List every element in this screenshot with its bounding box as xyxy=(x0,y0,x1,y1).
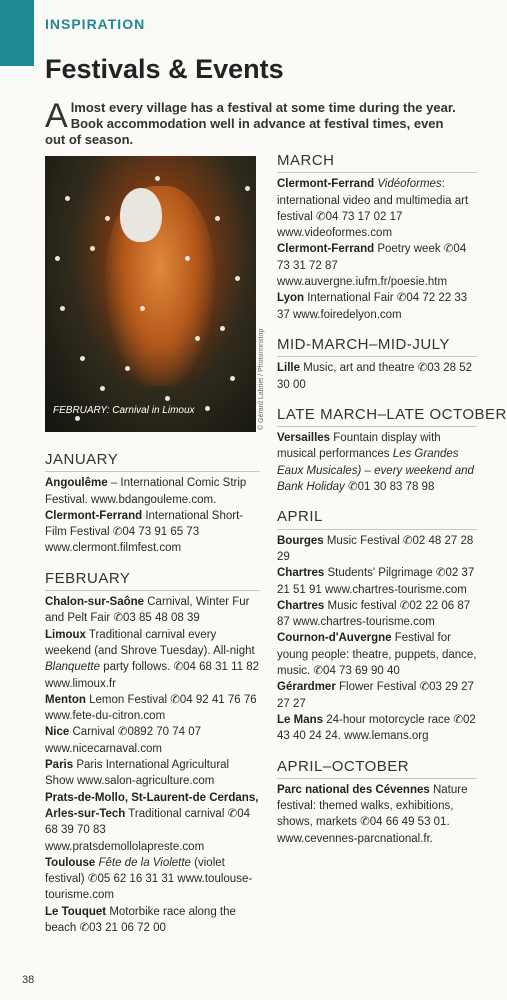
event-text: International Short-Film Festival ✆04 73 91 65 73 www.clermont.filmfest.com xyxy=(45,509,244,555)
confetti-dot xyxy=(165,396,170,401)
event-place: Toulouse xyxy=(45,856,96,869)
event-place: Clermont-Ferrand xyxy=(277,178,375,191)
event-text: : international video and multimedia art festival ✆04 73 17 02 17 www.videoformes.com xyxy=(277,178,469,240)
event-text: – International Comic Strip Festival. www.bdangouleme.com. xyxy=(45,477,247,506)
event-entry xyxy=(45,475,260,508)
event-place: Lille xyxy=(277,362,301,375)
event-place: Prats-de-Mollo, St-Laurent-de Cerdans, Arles-sur-Tech xyxy=(45,791,259,820)
page-number: 38 xyxy=(22,974,35,986)
event-place: Chartres xyxy=(277,599,325,612)
confetti-dot xyxy=(195,336,200,341)
confetti-dot xyxy=(60,306,65,311)
event-text: Carnival ✆0892 70 74 07 www.nicecarnaval.com xyxy=(45,726,202,755)
intro-paragraph xyxy=(45,97,464,148)
confetti-dot xyxy=(155,176,160,181)
confetti-dot xyxy=(185,256,190,261)
month-gap xyxy=(45,557,260,571)
carnival-mask xyxy=(120,188,162,242)
event-text: Music, art and theatre ✆03 28 52 30 00 xyxy=(277,362,473,391)
event-place: Chalon-sur-Saône xyxy=(45,596,145,609)
event-text: ✆01 30 83 78 98 xyxy=(344,481,435,494)
page-title: Festivals & Events xyxy=(45,54,284,84)
event-place: Le Mans xyxy=(277,713,324,726)
month-gap xyxy=(277,745,477,759)
event-text: Carnival, Winter Fur and Pelt Fair ✆03 85 48 08 39 xyxy=(45,596,250,625)
event-text: Flower Festival ✆03 29 27 27 27 xyxy=(277,681,474,710)
intro-text: lmost every village has a festival at some time during the year. Book accommodation well in advance at festival times, even out of season. xyxy=(45,100,456,147)
confetti-dot xyxy=(100,386,105,391)
confetti-dot xyxy=(65,196,70,201)
event-text: Motorbike race along the beach ✆03 21 06 72 00 xyxy=(45,905,236,935)
confetti-dot xyxy=(140,306,145,311)
month-heading: MID-MARCH–MID-JULY xyxy=(277,337,477,357)
month-heading: FEBRUARY xyxy=(45,571,260,591)
event-entry xyxy=(277,712,477,745)
intro-dropcap: A xyxy=(45,97,68,135)
left-column xyxy=(45,452,260,936)
event-text: party follows. ✆04 68 31 11 82 www.limoux.fr xyxy=(45,661,260,690)
section-color-tab xyxy=(0,0,34,66)
month-heading: APRIL–OCTOBER xyxy=(277,759,477,779)
event-entry xyxy=(277,176,477,241)
confetti-dot xyxy=(125,366,130,371)
month-gap xyxy=(277,323,477,337)
event-text: Paris International Agricultural Show www.salon-agriculture.com xyxy=(45,759,230,788)
event-text: Poetry week ✆04 73 31 72 87 www.auvergne.iufm.fr/poesie.htm xyxy=(277,243,467,289)
event-place: Chartres xyxy=(277,567,325,580)
confetti-dot xyxy=(230,376,235,381)
month-gap xyxy=(277,393,477,407)
event-entry xyxy=(277,565,477,598)
event-place: Versailles xyxy=(277,432,331,445)
event-place: Menton xyxy=(45,693,86,706)
event-italic-text: Blanquette xyxy=(45,661,100,674)
confetti-dot xyxy=(215,216,220,221)
event-place: Angoulême xyxy=(45,477,108,490)
event-italic-text: Les Grandes Eaux Musicales) – every weekend and Bank Holiday xyxy=(277,448,474,494)
event-text: International Fair ✆04 72 22 33 37 www.foiredelyon.com xyxy=(277,292,468,321)
month-heading: MARCH xyxy=(277,153,477,173)
event-italic-text: Fête de la Violette xyxy=(98,856,191,869)
event-place: Limoux xyxy=(45,628,86,641)
event-entry xyxy=(45,855,260,904)
event-place: Clermont-Ferrand xyxy=(45,509,143,522)
event-text: Lemon Festival ✆04 92 41 76 76 www.fete-du-citron.com xyxy=(45,693,257,723)
confetti-dot xyxy=(55,256,60,261)
event-entry xyxy=(277,782,477,847)
month-gap xyxy=(277,495,477,509)
event-place: Parc national des Cévennes xyxy=(277,783,430,796)
photo-credit: © Gérard Labriet / Photononstop xyxy=(258,328,265,430)
event-text: Fountain display with musical performances xyxy=(277,432,441,461)
event-entry xyxy=(45,627,260,692)
confetti-dot xyxy=(80,356,85,361)
event-entry xyxy=(45,508,260,557)
confetti-dot xyxy=(90,246,95,251)
event-entry xyxy=(277,360,477,393)
event-place: Gérardmer xyxy=(277,681,336,694)
confetti-dot xyxy=(205,406,210,411)
event-text: Music Festival ✆02 48 27 28 29 xyxy=(277,534,474,563)
event-italic-text: Vidéoformes xyxy=(377,178,442,191)
event-entry xyxy=(45,692,260,725)
event-text: Nature festival: themed walks, exhibitions, shows, markets ✆04 66 49 53 01. www.cevennes-parcnational.fr. xyxy=(277,783,468,845)
confetti-dot xyxy=(235,276,240,281)
event-text: Music festival ✆02 22 06 87 87 www.chartres-tourisme.com xyxy=(277,599,471,629)
event-entry xyxy=(277,630,477,679)
event-entry xyxy=(277,598,477,631)
event-text: Festival for young people: theatre, puppets, dance, music. ✆04 73 69 90 40 xyxy=(277,632,477,678)
event-place: Clermont-Ferrand xyxy=(277,243,375,256)
event-entry xyxy=(45,790,260,855)
confetti-dot xyxy=(245,186,250,191)
confetti-dot xyxy=(75,416,80,421)
photo-caption: FEBRUARY: Carnival in Limoux xyxy=(53,405,195,416)
event-entry xyxy=(45,724,260,757)
event-place: Paris xyxy=(45,759,74,772)
month-heading: APRIL xyxy=(277,509,477,529)
right-column xyxy=(277,152,507,847)
event-place: Cournon-d'Auvergne xyxy=(277,632,392,645)
event-text: (violet festival) ✆05 62 16 31 31 www.toulouse-tourisme.com xyxy=(45,856,253,902)
month-heading: LATE MARCH–LATE OCTOBER xyxy=(277,407,477,427)
event-text: Traditional carnival ✆04 68 39 70 83 www.pratsdemollolapreste.com xyxy=(45,807,251,853)
event-entry xyxy=(277,290,477,323)
confetti-dot xyxy=(220,326,225,331)
event-place: Nice xyxy=(45,726,70,739)
event-text: Traditional carnival every weekend (and Shrove Tuesday). All-night xyxy=(45,628,255,657)
event-entry xyxy=(277,679,477,712)
event-place: Le Touquet xyxy=(45,905,107,918)
event-text: 24-hour motorcycle race ✆02 43 40 24 24. www.lemans.org xyxy=(277,713,476,743)
confetti-dot xyxy=(105,216,110,221)
event-entry xyxy=(277,533,477,566)
carnival-photo xyxy=(45,156,256,432)
event-entry xyxy=(277,241,477,290)
event-entry xyxy=(45,757,260,790)
month-heading: JANUARY xyxy=(45,452,260,472)
event-place: Bourges xyxy=(277,534,324,547)
event-text: Students' Pilgrimage ✆02 37 21 51 91 www.chartres-tourisme.com xyxy=(277,567,475,596)
section-label: INSPIRATION xyxy=(45,16,146,32)
event-place: Lyon xyxy=(277,292,305,305)
event-entry xyxy=(45,594,260,627)
event-entry xyxy=(277,430,477,495)
event-entry xyxy=(45,904,260,937)
